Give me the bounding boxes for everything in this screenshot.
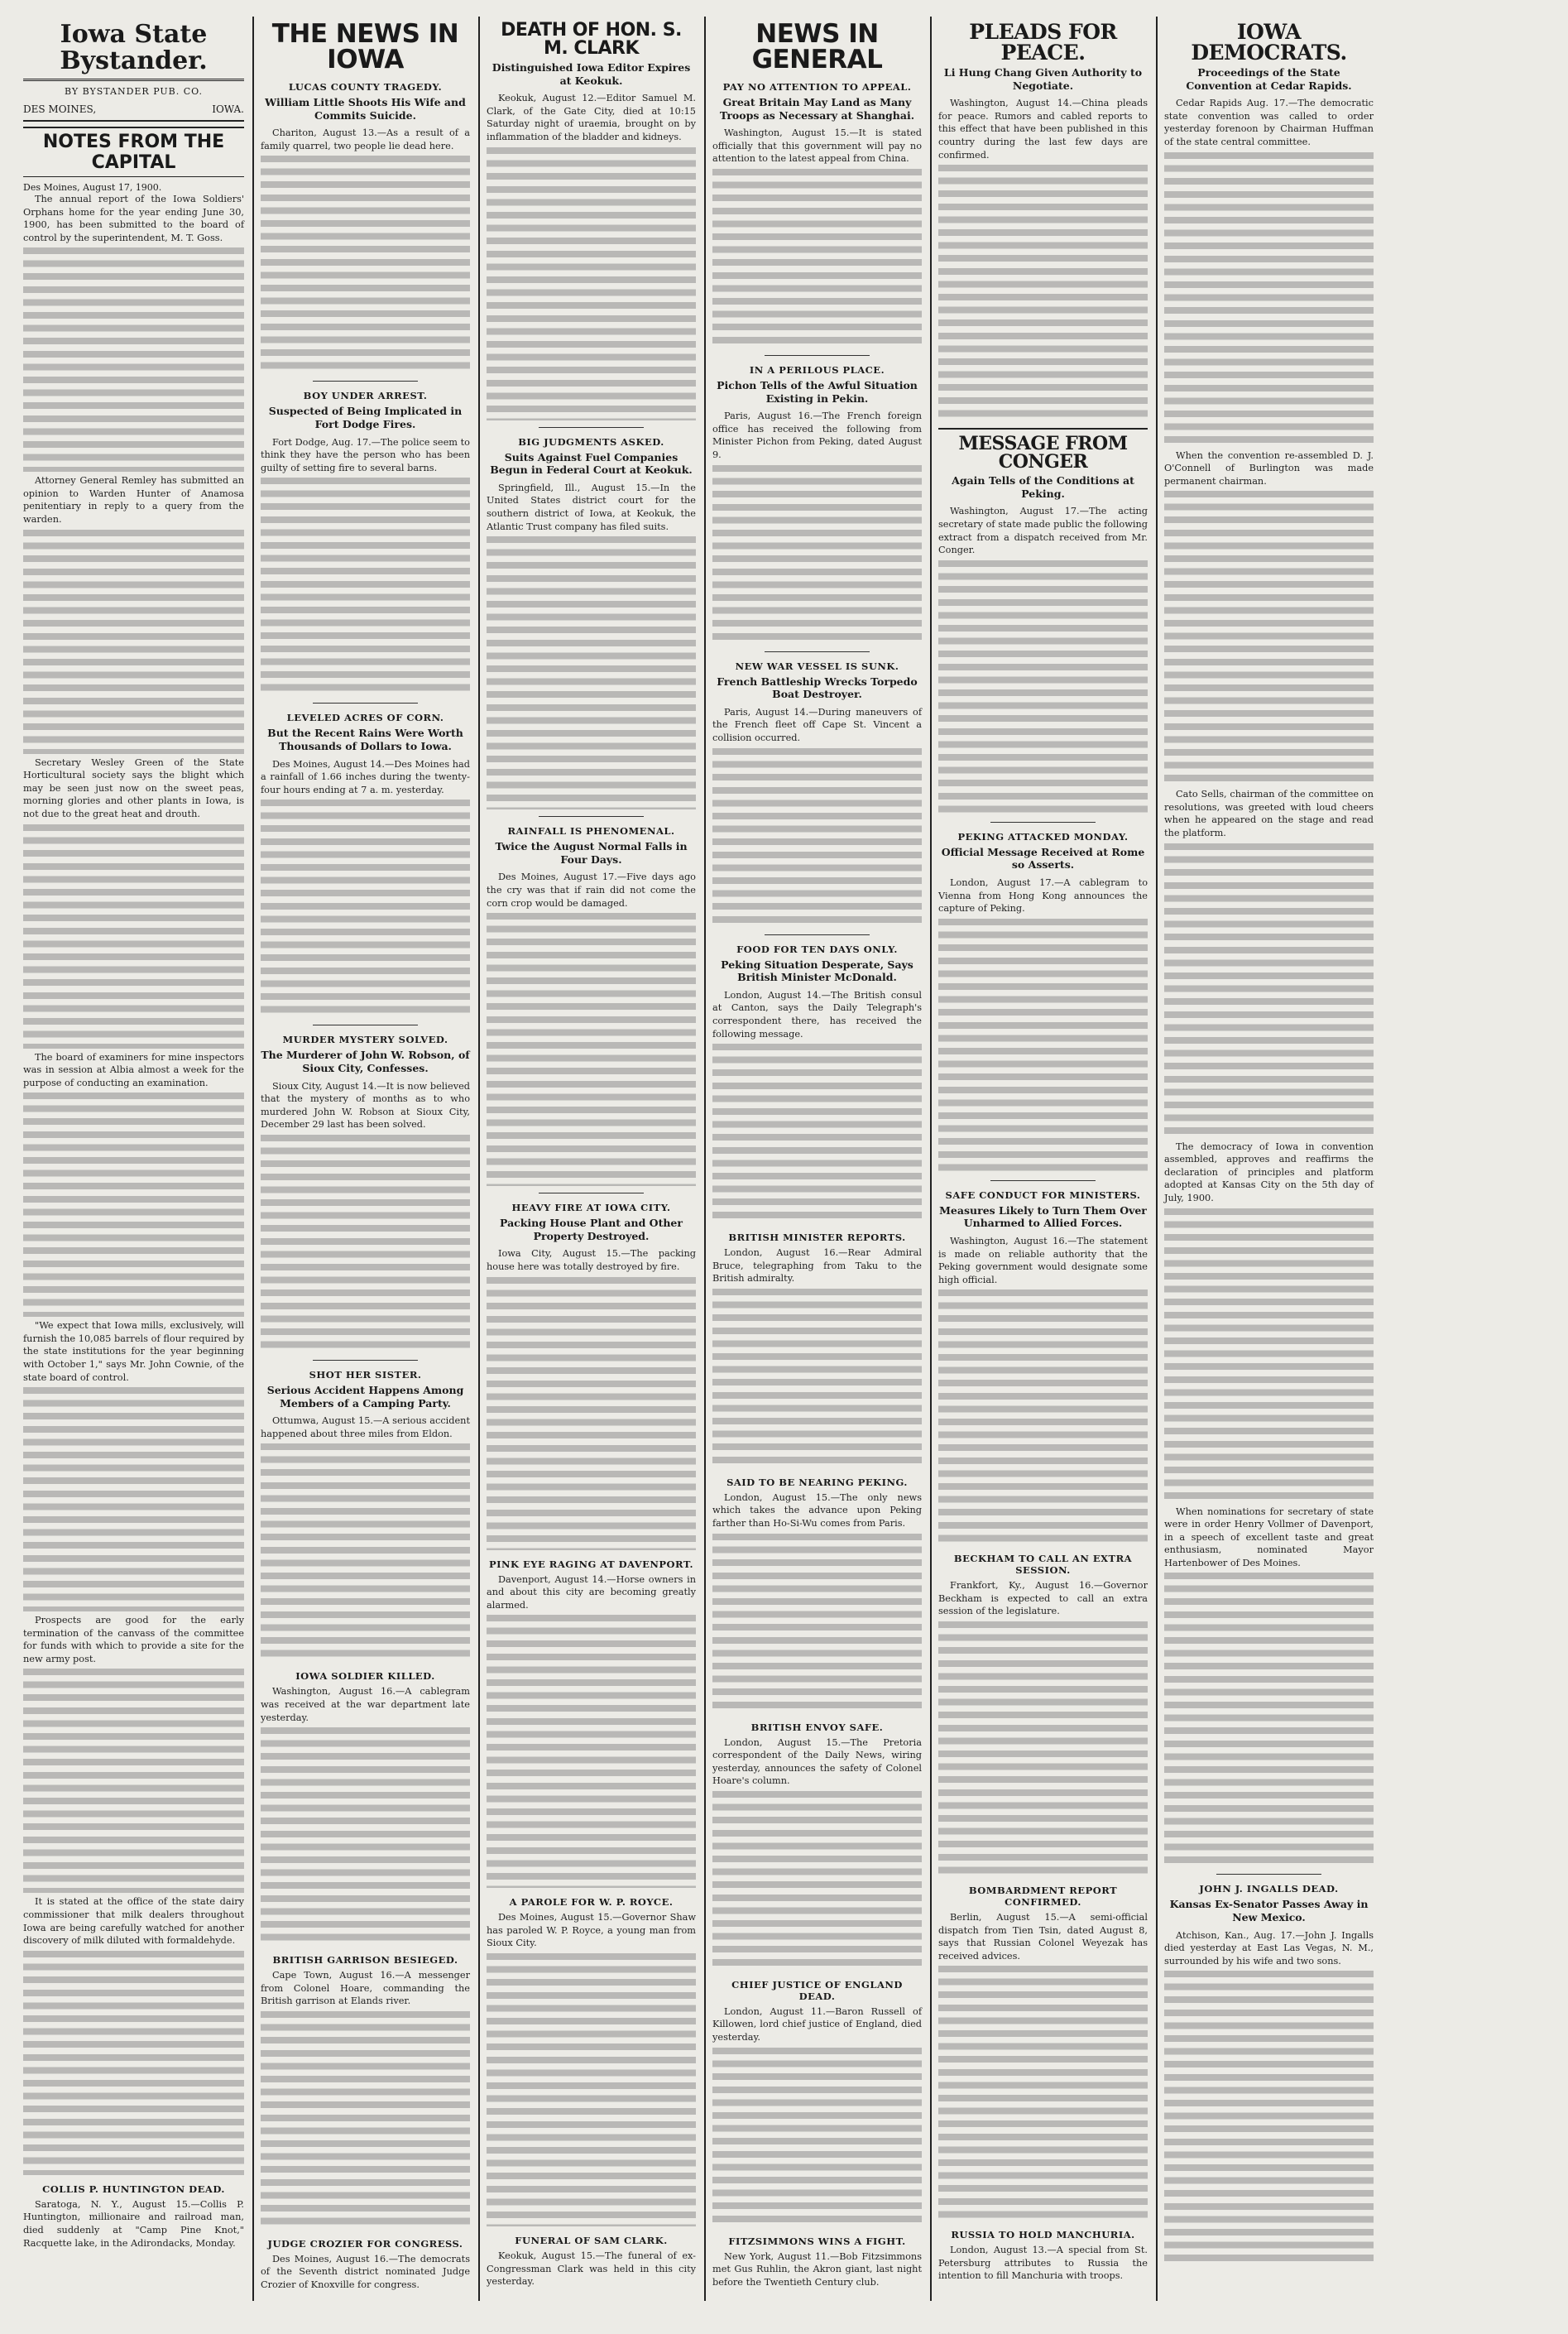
divider — [313, 703, 418, 704]
masthead-place — [23, 100, 244, 122]
filler-text — [23, 1669, 244, 1893]
filler-text — [938, 1621, 1148, 1876]
story-head: FUNERAL OF SAM CLARK. — [515, 2234, 668, 2246]
story-text: London, August 16.—Rear Admiral Bruce, telegraphing from Taku to the British admiralty. — [712, 1247, 922, 1285]
story-subhead: The Murderer of John W. Robson, of Sioux City, Confesses. — [261, 1049, 470, 1074]
story-head: HEAVY FIRE AT IOWA CITY. — [511, 1202, 671, 1214]
filler-text — [1164, 1971, 1374, 2265]
story-text: Washington, August 16.—A cablegram was received at the war department late yesterday. — [261, 1686, 470, 1723]
story-head: BRITISH GARRISON BESIEGED. — [272, 1954, 458, 1967]
story-head: JUDGE CROZIER FOR CONGRESS. — [267, 2237, 463, 2250]
general-headline: NEWS IN GENERAL — [751, 19, 883, 74]
column-clark — [478, 17, 702, 2301]
divider — [313, 1360, 418, 1361]
divider — [539, 427, 644, 428]
story-head: JOHN J. INGALLS DEAD. — [1199, 1883, 1339, 1895]
story-text: Paris, August 16.—The French foreign office has received the following from Minister Pichon from Peking, dated August 9. — [712, 411, 922, 460]
story-text: London, August 14.—The British consul at Canton, says the Daily Telegraph's correspondent there, has received the following message. — [712, 989, 922, 1040]
filler-text — [23, 1093, 244, 1317]
story-head: SAID TO BE NEARING PEKING. — [726, 1476, 908, 1488]
story-subhead: Great Britain May Land as Many Troops as Necessary at Shanghai. — [719, 96, 915, 122]
divider — [765, 651, 870, 652]
story-text: Des Moines, August 14.—Des Moines had a rainfall of 1.66 inches during the twenty-four hours ending at 7 a. m. yesterday. — [261, 758, 470, 795]
story-text: Chariton, August 13.—As a result of a family quarrel, two people lie dead here. — [261, 127, 470, 151]
story-text: London, August 15.—The Pretoria correspondent of the Daily News, wiring yesterday, announces the safety of Colonel Hoare's column. — [712, 1736, 922, 1787]
story-head: CHIEF JUSTICE OF ENGLAND DEAD. — [731, 1978, 903, 2002]
filler-text — [1164, 843, 1374, 1138]
column-capital — [17, 17, 251, 2301]
story-head: BIG JUDGMENTS ASKED. — [518, 435, 664, 448]
peace-headline: PLEADS FOR PEACE. — [969, 20, 1117, 65]
story-subhead: William Little Shoots His Wife and Commits Suicide. — [265, 96, 466, 122]
capital-story6: Prospects are good for the early termination of the canvass of the committee for funds with which to provide a site for the new army post. — [23, 1615, 244, 1664]
filler-text — [487, 147, 696, 420]
story-text: Frankfort, Ky., August 16.—Governor Beckham is expected to call an extra session of the legislature. — [938, 1580, 1148, 1617]
democrats-subhead: Proceedings of the State Convention at Cedar Rapids. — [1186, 66, 1352, 92]
story-head: LUCAS COUNTY TRAGEDY. — [288, 81, 443, 93]
story-head: SAFE CONDUCT FOR MINISTERS. — [945, 1189, 1141, 1201]
story-text: When the convention re-assembled D. J. O'Connell of Burlington was made permanent chairman. — [1164, 449, 1374, 487]
story-text: Sioux City, August 14.—It is now believed that the mystery of months as to who murdered John W. Robson at Sioux City, December 29 last has been solved. — [261, 1080, 470, 1131]
story-text: When nominations for secretary of state were in order Henry Vollmer of Davenport, in a speech of excellent taste and great enthusiasm, nominated Mayor Hartenbower of Des Moines. — [1164, 1506, 1374, 1568]
capital-dateline: Des Moines, August 17, 1900. — [23, 182, 162, 193]
story-head: FOOD FOR TEN DAYS ONLY. — [736, 943, 898, 955]
filler-text — [1164, 491, 1374, 785]
filler-text — [487, 536, 696, 809]
filler-text — [938, 560, 1148, 815]
filler-text — [1164, 1573, 1374, 1867]
story-subhead: Suspected of Being Implicated in Fort Dodge Fires. — [268, 405, 463, 431]
filler-text — [712, 1791, 922, 1971]
clark-lead: Keokuk, August 12.—Editor Samuel M. Clark, of the Gate City, died at 10:15 Saturday night of uraemia, brought on by inflammation of the bladder and kidneys. — [487, 93, 696, 142]
filler-text — [261, 800, 470, 1018]
story-text: Berlin, August 15.—A semi-official dispatch from Tien Tsin, dated August 8, says that Russian Colonel Weyezak has received advices. — [938, 1911, 1148, 1962]
peace-subhead: Li Hung Chang Given Authority to Negotiate. — [943, 66, 1143, 92]
capital-headline: NOTES FROM THE CAPITAL — [23, 127, 244, 177]
divider — [990, 1180, 1096, 1181]
filler-text — [261, 478, 470, 696]
filler-text — [938, 1966, 1148, 2221]
story-subhead: Packing House Plant and Other Property Destroyed. — [500, 1217, 683, 1242]
column-peace — [930, 17, 1154, 2301]
story-subhead: Peking Situation Desperate, Says British Minister McDonald. — [721, 958, 913, 984]
story-subhead: Suits Against Fuel Companies Begun in Federal Court at Keokuk. — [490, 450, 693, 477]
peace-lead: Washington, August 14.—China pleads for peace. Rumors and cabled reports to this effect that have been published in this country during the last few days are confirmed. — [938, 98, 1148, 161]
story-subhead: Twice the August Normal Falls in Four Days. — [495, 840, 688, 866]
conger-headline: MESSAGE FROM CONGER — [938, 428, 1148, 471]
story-head: RAINFALL IS PHENOMENAL. — [507, 825, 675, 838]
filler-text — [1164, 1208, 1374, 1503]
newspaper-page — [17, 17, 1551, 2301]
story-head: LEVELED ACRES OF CORN. — [286, 712, 444, 724]
story-head: PINK EYE RAGING AT DAVENPORT. — [488, 1558, 693, 1570]
capital-story3: Secretary Wesley Green of the State Horticultural society says the blight which may be seen just now on the sweet peas, morning glories and other plants in Iowa, is not due to the great heat and drouth. — [23, 756, 244, 819]
filler-text — [712, 1534, 922, 1713]
story-text: The democracy of Iowa in convention assembled, approves and reaffirms the declaration of principles and platform adopted at Kansas City on the 5th day of July, 1900. — [1164, 1141, 1374, 1203]
story-text: Iowa City, August 15.—The packing house here was totally destroyed by fire. — [487, 1248, 696, 1272]
filler-text — [712, 1289, 922, 1468]
story-text: London, August 13.—A special from St. Petersburg attributes to Russia the intention to fill Manchuria with troops. — [938, 2245, 1148, 2282]
story-text: Ottumwa, August 15.—A serious accident happened about three miles from Eldon. — [261, 1415, 470, 1439]
story-text: Cato Sells, chairman of the committee on resolutions, was greeted with loud cheers when he appeared on the stage and read the platform. — [1164, 789, 1374, 839]
clark-subhead: Distinguished Iowa Editor Expires at Keokuk. — [491, 61, 691, 87]
story-subhead: Again Tells of the Conditions at Peking. — [952, 474, 1134, 500]
story-subhead: Kansas Ex-Senator Passes Away in New Mexico. — [1169, 1898, 1369, 1924]
democrats-lead: Cedar Rapids Aug. 17.—The democratic state convention was called to order yesterday forenoon by Chairman Huffman of the state central committee. — [1164, 98, 1374, 147]
divider — [313, 381, 418, 382]
filler-text — [261, 1443, 470, 1662]
divider — [539, 816, 644, 817]
story-head: BECKHAM TO CALL AN EXTRA SESSION. — [953, 1553, 1133, 1577]
filler-text — [23, 1387, 244, 1611]
story-subhead: French Battleship Wrecks Torpedo Boat Destroyer. — [717, 675, 918, 701]
filler-text — [261, 1727, 470, 1946]
filler-text — [261, 2011, 470, 2230]
filler-text — [938, 1289, 1148, 1544]
story-head: A PAROLE FOR W. P. ROYCE. — [509, 1896, 674, 1909]
news-iowa-headline: THE NEWS IN IOWA — [271, 19, 459, 74]
masthead-city: DES MOINES, — [23, 103, 97, 115]
filler-text — [938, 919, 1148, 1174]
story-head: PEKING ATTACKED MONDAY. — [957, 830, 1129, 843]
story-text: Davenport, August 14.—Horse owners in and about this city are becoming greatly alarmed. — [487, 1573, 696, 1611]
story-head: PAY NO ATTENTION TO APPEAL. — [722, 81, 912, 93]
story-subhead: Measures Likely to Turn Them Over Unharmed to Allied Forces. — [939, 1203, 1147, 1230]
story-text: London, August 11.—Baron Russell of Killowen, lord chief justice of England, died yesterday. — [712, 2005, 922, 2043]
story-subhead: Official Message Received at Rome so Asserts. — [941, 845, 1145, 872]
filler-text — [261, 156, 470, 374]
masthead-title: Iowa State Bystander. — [23, 22, 244, 81]
capital-story4: The board of examiners for mine inspectors was in session at Albia almost a week for the purpose of conducting an examination. — [23, 1051, 244, 1088]
filler-text — [712, 748, 922, 928]
filler-text — [23, 530, 244, 754]
filler-text — [712, 2048, 922, 2227]
capital-story8-head: COLLIS P. HUNTINGTON DEAD. — [42, 2183, 225, 2195]
filler-text — [712, 465, 922, 645]
story-head: FITZSIMMONS WINS A FIGHT. — [728, 2235, 906, 2247]
filler-text — [23, 1951, 244, 2175]
story-text: Washington, August 15.—It is stated officially that this government will pay no attention to the latest appeal from China. — [712, 127, 922, 165]
story-text: Des Moines, August 15.—Governor Shaw has paroled W. P. Royce, a young man from Sioux City. — [487, 1912, 696, 1949]
masthead-publisher: BY BYSTANDER PUB. CO. — [64, 86, 204, 97]
filler-text — [23, 247, 244, 472]
democrats-headline: IOWA DEMOCRATS. — [1191, 20, 1347, 65]
story-head: BRITISH ENVOY SAFE. — [750, 1721, 884, 1733]
capital-story2: Attorney General Remley has submitted an opinion to Warden Hunter of Anamosa penitentiary in reply to a query from the warden. — [23, 475, 244, 526]
story-head: NEW WAR VESSEL IS SUNK. — [735, 660, 899, 672]
column-democrats — [1156, 17, 1380, 2301]
story-head: BRITISH MINISTER REPORTS. — [728, 1232, 906, 1244]
filler-text — [712, 1044, 922, 1223]
story-text: London, August 17.—A cablegram to Vienna from Hong Kong announces the capture of Peking. — [938, 876, 1148, 915]
story-head: MURDER MYSTERY SOLVED. — [282, 1034, 448, 1046]
story-head: RUSSIA TO HOLD MANCHURIA. — [951, 2229, 1135, 2241]
filler-text — [23, 824, 244, 1049]
filler-text — [712, 169, 922, 348]
story-head: IN A PERILOUS PLACE. — [749, 363, 885, 376]
masthead-state: IOWA. — [212, 103, 244, 115]
filler-text — [487, 913, 696, 1186]
column-news-iowa — [252, 17, 477, 2301]
story-text: Keokuk, August 15.—The funeral of ex-Congressman Clark was held in this city yesterday. — [487, 2250, 696, 2288]
story-text: Des Moines, August 17.—Five days ago the cry was that if rain did not come the corn crop would be damaged. — [487, 872, 696, 909]
story-subhead: But the Recent Rains Were Worth Thousands of Dollars to Iowa. — [267, 727, 463, 753]
filler-text — [487, 1953, 696, 2226]
story-text: Fort Dodge, Aug. 17.—The police seem to think they have the person who has been guilty of setting fire to several barns. — [261, 436, 470, 473]
filler-text — [1164, 152, 1374, 447]
filler-text — [487, 1615, 696, 1888]
story-text: London, August 15.—The only news which takes the advance upon Peking farther than Ho-Si-Wu comes from Paris. — [712, 1491, 922, 1529]
divider — [765, 355, 870, 356]
story-text: Washington, August 16.—The statement is made on reliable authority that the Peking government would designate some high official. — [938, 1235, 1148, 1285]
filler-text — [261, 1135, 470, 1353]
story-head: IOWA SOLDIER KILLED. — [295, 1670, 435, 1683]
story-subhead: Pichon Tells of the Awful Situation Existing in Pekin. — [717, 378, 918, 405]
story-head: BOY UNDER ARREST. — [303, 390, 428, 402]
story-text: Washington, August 17.—The acting secretary of state made public the following extract from a dispatch received from Mr. Conger. — [938, 506, 1148, 556]
filler-text — [938, 165, 1148, 420]
column-general — [704, 17, 928, 2301]
story-text: Paris, August 14.—During maneuvers of the French fleet off Cape St. Vincent a collision occurred. — [712, 706, 922, 743]
divider — [765, 934, 870, 935]
filler-text — [487, 1277, 696, 1550]
story-text: Des Moines, August 16.—The democrats of the Seventh district nominated Judge Crozier of Knoxville for congress. — [261, 2253, 470, 2290]
capital-story7: It is stated at the office of the state dairy commissioner that milk dealers throughout Iowa are being carefully watched for another discovery of milk diluted with formaldehyde. — [23, 1896, 244, 1947]
story-subhead: Serious Accident Happens Among Members of a Camping Party. — [266, 1383, 464, 1410]
divider — [1216, 1874, 1321, 1875]
story-text: New York, August 11.—Bob Fitzsimmons met Gus Ruhlin, the Akron giant, last night before the Twentieth Century club. — [712, 2250, 922, 2288]
story-text: Atchison, Kan., Aug. 17.—John J. Ingalls died yesterday at East Las Vegas, N. M., surrounded by his wife and two sons. — [1164, 1929, 1374, 1967]
story-head: BOMBARDMENT REPORT CONFIRMED. — [968, 1884, 1118, 1908]
capital-story5: "We expect that Iowa mills, exclusively, will furnish the 10,085 barrels of flour required by the state institutions for the year beginning with October 1," says Mr. John Cownie, of the state board of control. — [23, 1320, 244, 1383]
capital-story8: Saratoga, N. Y., August 15.—Collis P. Huntington, millionaire and railroad man, died suddenly at "Camp Pine Knot," Racquette lake, in the Adirondacks, Monday. — [23, 2198, 244, 2249]
clark-headline: DEATH OF HON. S. M. CLARK — [501, 20, 682, 59]
story-text: Cape Town, August 16.—A messenger from Colonel Hoare, commanding the British garrison at Elands river. — [261, 1970, 470, 2007]
story-head: SHOT HER SISTER. — [309, 1368, 422, 1381]
capital-lead: The annual report of the Iowa Soldiers' Orphans home for the year ending June 30, 1900, has been submitted to the board of control by the superintendent, M. T. Goss. — [23, 194, 244, 243]
story-text: Springfield, Ill., August 15.—In the United States district court for the southern district of Iowa, at Keokuk, the Atlantic Trust company has filed suits. — [487, 482, 696, 532]
divider — [990, 822, 1096, 823]
